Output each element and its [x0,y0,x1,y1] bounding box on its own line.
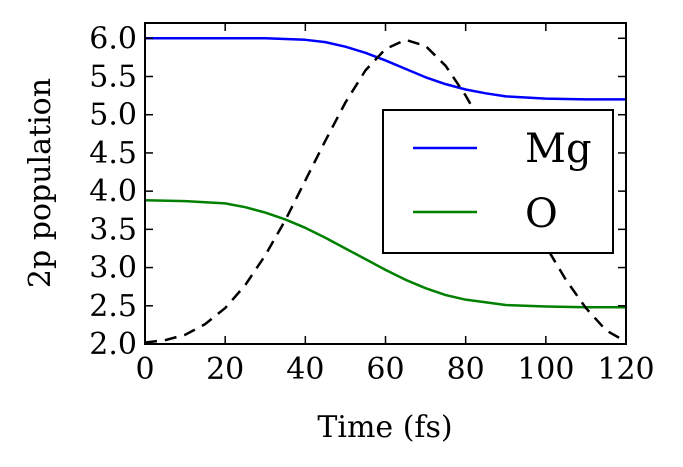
y-tick-label: 2.5 [89,288,137,324]
x-tick-label: 100 [517,352,575,387]
x-tick-label: 120 [597,352,655,387]
y-tick-label: 3.5 [89,212,137,248]
y-axis-label: 2p population [23,77,58,289]
x-tick-label: 20 [206,352,245,387]
x-tick-label: 60 [366,352,405,387]
x-tick-label: 0 [135,352,155,387]
series-line-mg [145,38,626,99]
y-tick-label: 5.0 [89,97,137,133]
y-tick-label: 3.0 [89,250,137,286]
y-tick-label: 4.0 [89,174,137,210]
x-axis-label: Time (fs) [317,410,453,445]
y-tick-label: 2.0 [89,327,137,362]
y-tick-label: 5.5 [89,59,137,95]
legend-label-mg: Mg [525,126,592,172]
y-tick-label: 4.5 [89,135,137,171]
x-tick-label: 80 [446,352,485,387]
legend-label-o: O [525,191,558,237]
legend [383,110,613,253]
y-tick-label: 6.0 [89,21,137,57]
x-tick-label: 40 [286,352,325,387]
